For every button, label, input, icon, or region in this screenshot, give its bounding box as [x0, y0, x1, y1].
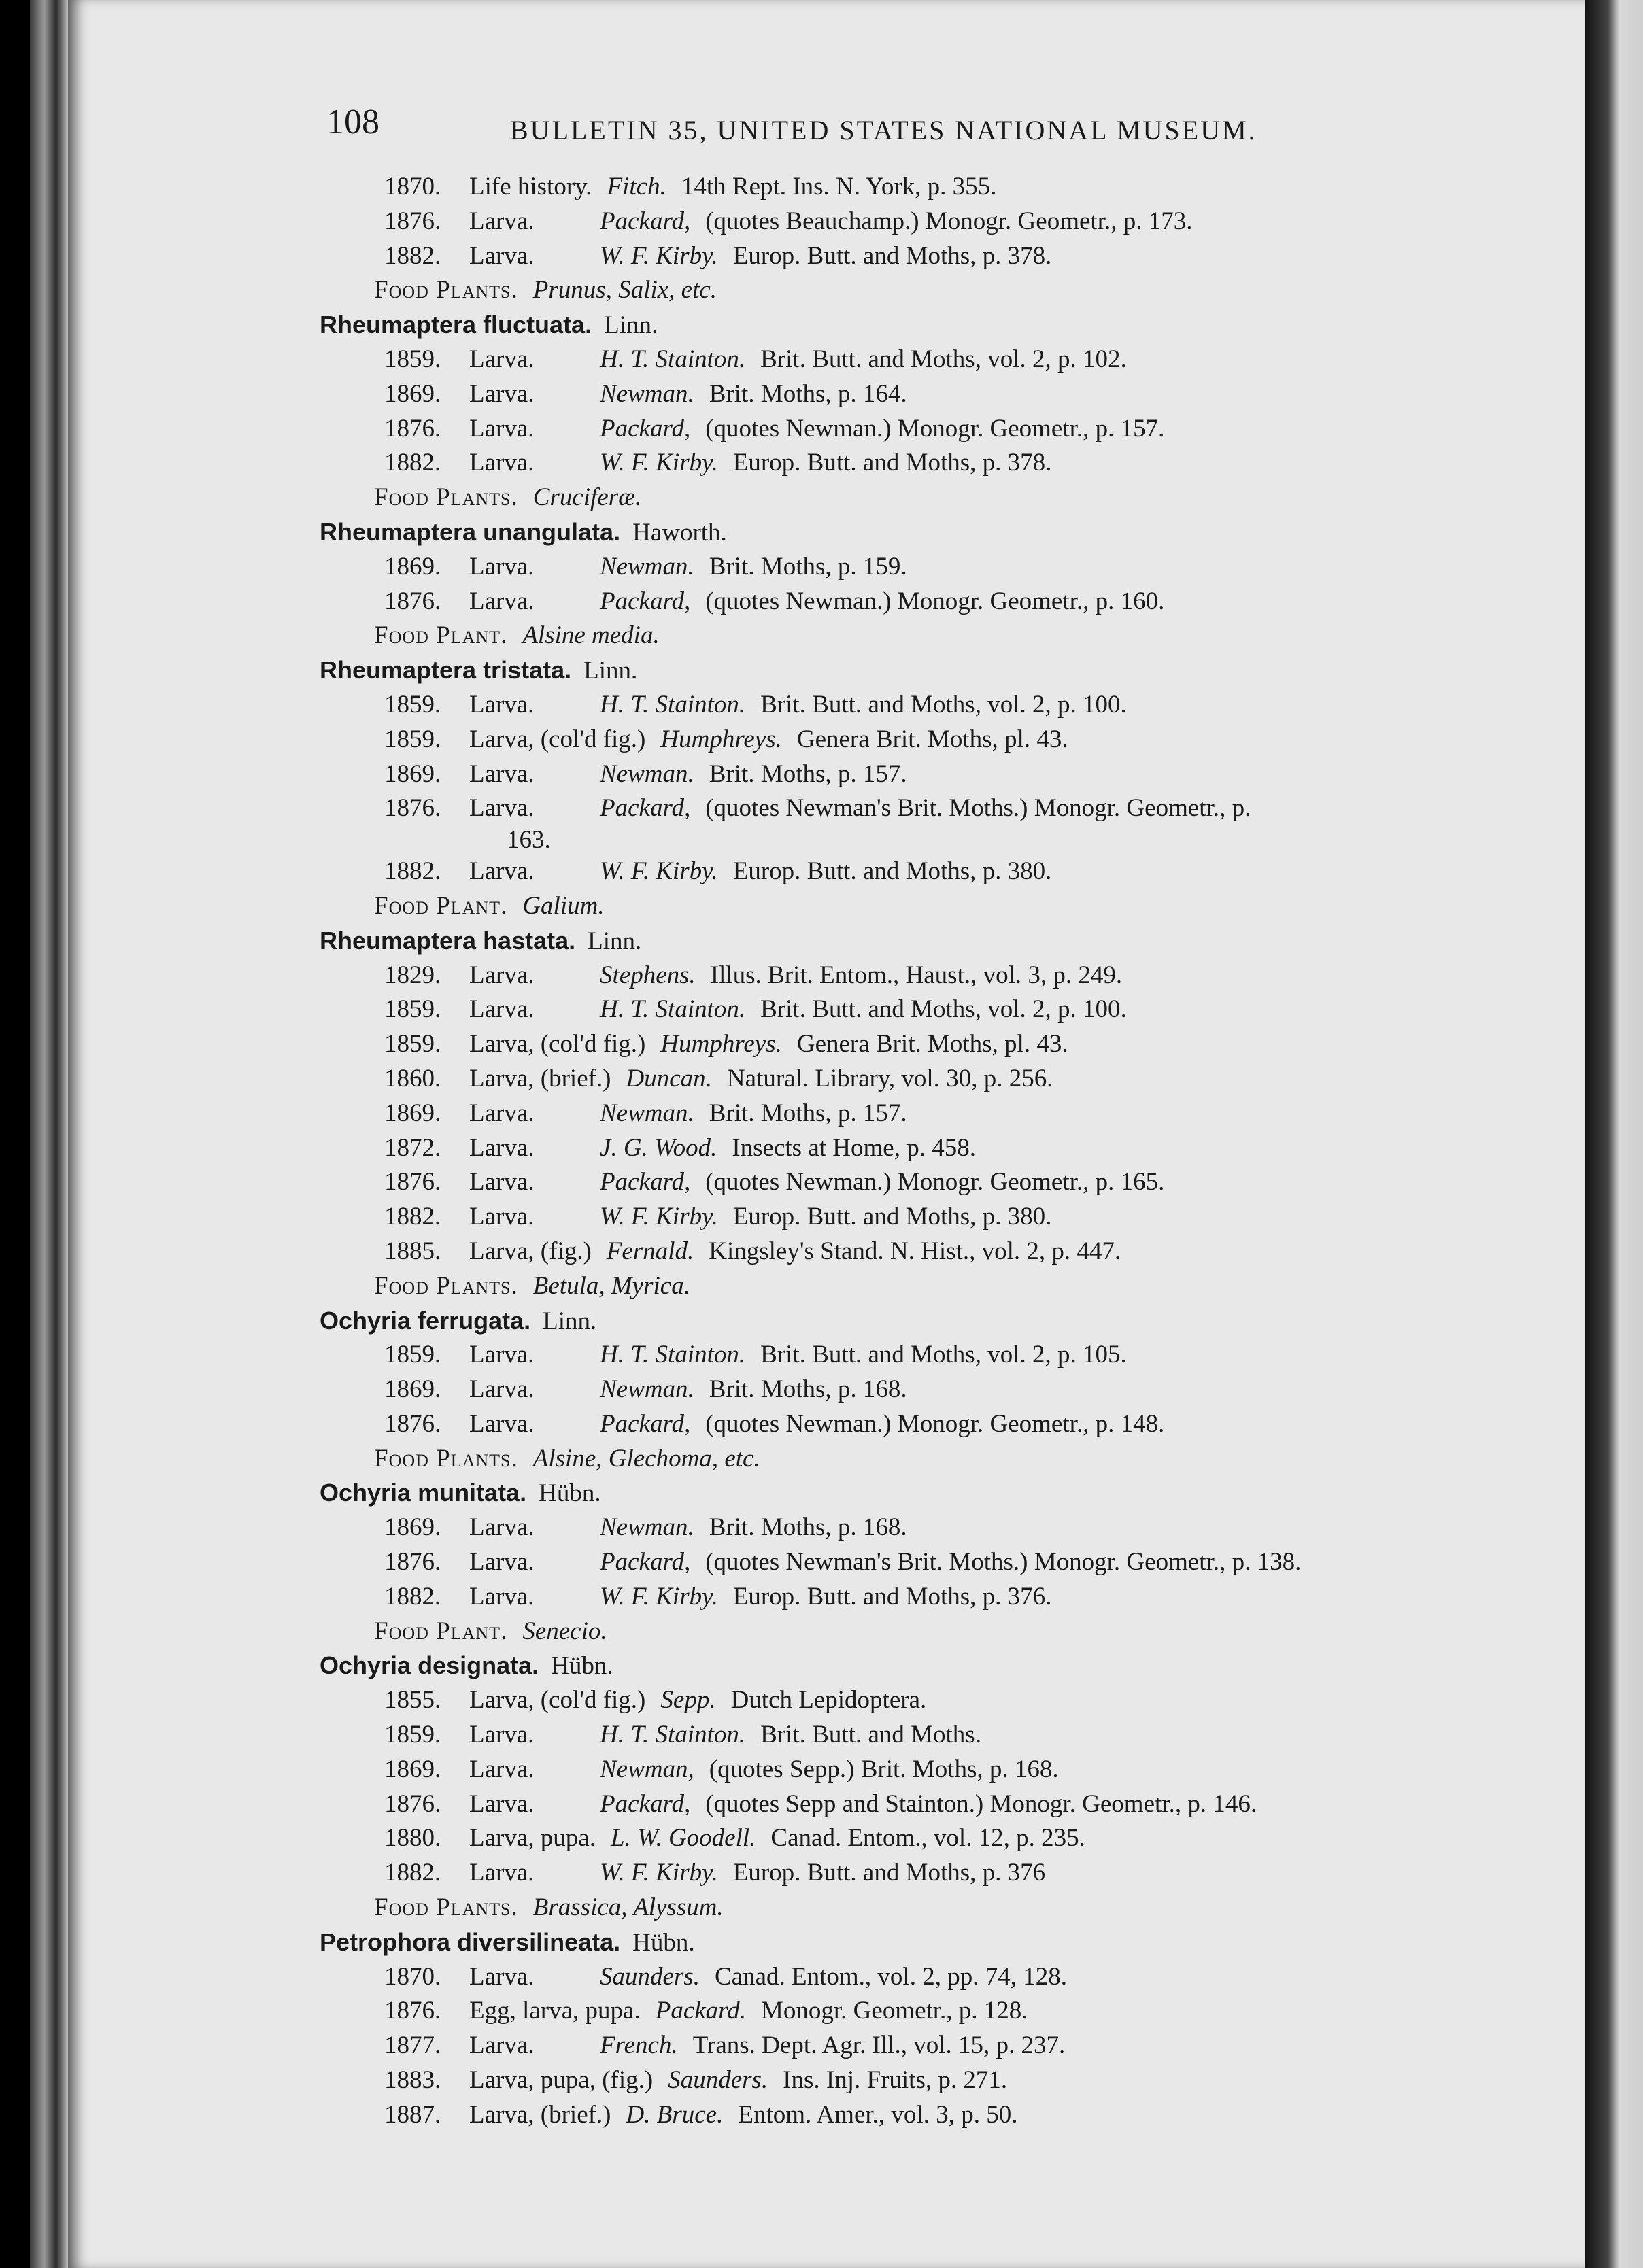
citation-year: 1883.	[384, 2066, 441, 2095]
citation-year: 1869.	[384, 379, 441, 408]
citation-type: Larva.	[469, 2031, 535, 2060]
citation-type: Larva.	[469, 1375, 535, 1404]
species-heading	[299, 515, 1510, 550]
citation-type: Larva.	[469, 345, 535, 373]
citation-author: Packard,	[600, 207, 691, 235]
citation-author: H. T. Stainton.	[600, 1721, 746, 1749]
citation-line	[299, 205, 1510, 239]
citation-year: 1869.	[384, 1513, 441, 1542]
citation-reference: Brit. Moths, p. 157.	[709, 759, 907, 788]
citation-line	[299, 855, 1510, 889]
species-heading	[299, 1649, 1510, 1683]
food-plants-list: Betula, Myrica.	[532, 1271, 690, 1300]
citation-line	[299, 757, 1510, 792]
citation-author: W. F. Kirby.	[600, 449, 718, 477]
citation-line	[299, 1062, 1510, 1097]
food-plants-label: Food Plants.	[374, 483, 518, 512]
citation-author: Newman.	[600, 1099, 694, 1127]
citation-year: 1859.	[384, 345, 441, 373]
citation-type: Larva.	[469, 690, 535, 719]
species-name: Ochyria munitata.	[320, 1479, 527, 1507]
citation-line	[299, 1027, 1510, 1062]
citation-author: Packard,	[600, 1168, 691, 1197]
citation-type: Larva.	[469, 1341, 535, 1369]
citation-reference: Brit. Butt. and Moths, vol. 2, p. 100.	[760, 995, 1127, 1024]
food-plants-label: Food Plant.	[374, 621, 508, 650]
food-plants-label: Food Plant.	[374, 1617, 508, 1645]
citation-continuation	[299, 826, 1510, 855]
food-plants-list: Alsine media.	[522, 621, 660, 650]
citation-line	[299, 1131, 1510, 1166]
citation-type: Egg, larva, pupa.	[469, 1997, 641, 2025]
citation-reference: Brit. Moths, p. 164.	[709, 379, 907, 408]
citation-type: Larva.	[469, 1099, 535, 1127]
citation-reference: Illus. Brit. Entom., Haust., vol. 3, p. 249.	[710, 961, 1123, 989]
citation-reference: Europ. Butt. and Moths, p. 380.	[732, 1203, 1052, 1231]
citation-reference: Trans. Dept. Agr. Ill., vol. 15, p. 237.	[692, 2031, 1066, 2060]
citation-year: 1882.	[384, 449, 441, 477]
citation-line	[299, 1753, 1510, 1787]
citation-reference: (quotes Sepp.) Brit. Moths, p. 168.	[709, 1755, 1059, 1783]
citation-line	[299, 1683, 1510, 1718]
citation-reference: Europ. Butt. and Moths, p. 376	[732, 1859, 1046, 1887]
citation-year: 1869.	[384, 1755, 441, 1783]
citation-line	[299, 1511, 1510, 1545]
citation-type: Larva.	[469, 759, 535, 788]
citation-line	[299, 170, 1510, 205]
citation-author: Newman.	[600, 1375, 694, 1404]
citation-type: Larva, (brief.)	[469, 2100, 611, 2129]
food-plants-line	[299, 619, 1510, 653]
citation-reference: Europ. Butt. and Moths, p. 376.	[732, 1582, 1052, 1611]
citation-type: Larva.	[469, 961, 535, 989]
species-authority: Linn.	[588, 927, 642, 955]
citation-year: 1876.	[384, 1168, 441, 1197]
citation-line	[299, 550, 1510, 585]
citation-reference: Ins. Inj. Fruits, p. 271.	[783, 2066, 1008, 2095]
citation-author: Packard,	[600, 1789, 691, 1818]
adjacent-page-edge	[1585, 0, 1643, 2268]
citation-type: Larva.	[469, 1859, 535, 1887]
citation-reference: Brit. Butt. and Moths, vol. 2, p. 105.	[760, 1341, 1127, 1369]
food-plants-line	[299, 1269, 1510, 1304]
citation-type: Larva.	[469, 1409, 535, 1438]
citation-type: Larva.	[469, 1582, 535, 1611]
bibliography-list	[299, 170, 1510, 2133]
citation-type: Larva, pupa.	[469, 1824, 596, 1853]
citation-year: 1876.	[384, 207, 441, 235]
citation-line	[299, 791, 1510, 826]
citation-line	[299, 1165, 1510, 1200]
species-heading	[299, 1925, 1510, 1960]
citation-type: Larva.	[469, 449, 535, 477]
citation-year: 1869.	[384, 1375, 441, 1404]
citation-author: W. F. Kirby.	[600, 1859, 718, 1887]
citation-author: W. F. Kirby.	[600, 241, 718, 270]
citation-year: 1876.	[384, 794, 441, 823]
citation-year: 1870.	[384, 1962, 441, 1991]
citation-reference: Genera Brit. Moths, pl. 43.	[796, 1030, 1068, 1059]
food-plants-label: Food Plants.	[374, 276, 518, 305]
citation-line	[299, 1373, 1510, 1407]
citation-type: Larva.	[469, 1962, 535, 1991]
citation-type: Larva.	[469, 1168, 535, 1197]
citation-reference: Insects at Home, p. 458.	[732, 1133, 976, 1162]
citation-author: H. T. Stainton.	[600, 690, 746, 719]
citation-reference: (quotes Newman.) Monogr. Geometr., p. 165.	[705, 1168, 1165, 1197]
citation-reference: (quotes Newman.) Monogr. Geometr., p. 160.	[705, 587, 1165, 615]
food-plants-line	[299, 1891, 1510, 1925]
running-head: BULLETIN 35, UNITED STATES NATIONAL MUSEUM.	[510, 115, 1257, 145]
citation-year: 1882.	[384, 1859, 441, 1887]
citation-line	[299, 1856, 1510, 1891]
citation-author: Newman.	[600, 1513, 694, 1542]
citation-author: Packard.	[655, 1997, 746, 2025]
continuation-text: 163.	[507, 826, 551, 855]
citation-author: Packard,	[600, 587, 691, 615]
citation-year: 1855.	[384, 1686, 441, 1715]
citation-author: W. F. Kirby.	[600, 1203, 718, 1231]
citation-author: Newman.	[600, 552, 694, 581]
citation-type: Larva, (col'd fig.)	[469, 725, 646, 753]
food-plants-line	[299, 1615, 1510, 1649]
citation-author: Humphreys.	[660, 725, 782, 753]
food-plants-line	[299, 273, 1510, 308]
citation-reference: Monogr. Geometr., p. 128.	[760, 1997, 1028, 2025]
species-authority: Linn.	[583, 657, 638, 685]
citation-line	[299, 1407, 1510, 1442]
citation-author: Packard,	[600, 1409, 691, 1438]
citation-year: 1872.	[384, 1133, 441, 1162]
citation-author: Saunders.	[600, 1962, 700, 1991]
citation-line	[299, 412, 1510, 447]
citation-year: 1829.	[384, 961, 441, 989]
food-plants-list: Prunus, Salix, etc.	[532, 276, 717, 305]
citation-reference: Genera Brit. Moths, pl. 43.	[796, 725, 1068, 753]
food-plants-label: Food Plants.	[374, 1444, 518, 1473]
food-plants-list: Alsine, Glechoma, etc.	[532, 1444, 760, 1473]
citation-author: Packard,	[600, 794, 691, 823]
citation-author: D. Bruce.	[626, 2100, 724, 2129]
citation-line	[299, 2063, 1510, 2098]
food-plants-list: Senecio.	[522, 1617, 607, 1645]
citation-author: Newman.	[600, 759, 694, 788]
species-heading	[299, 1476, 1510, 1511]
citation-type: Larva, pupa, (fig.)	[469, 2066, 654, 2095]
page-number: 108	[326, 103, 379, 141]
species-authority: Hübn.	[632, 1928, 695, 1957]
citation-reference: Entom. Amer., vol. 3, p. 50.	[738, 2100, 1018, 2129]
citation-line	[299, 585, 1510, 619]
citation-reference: 14th Rept. Ins. N. York, p. 355.	[681, 173, 997, 201]
citation-year: 1859.	[384, 1341, 441, 1369]
citation-year: 1876.	[384, 1548, 441, 1577]
scanned-page	[68, 0, 1585, 2268]
species-authority: Haworth.	[632, 518, 727, 547]
citation-reference: Canad. Entom., vol. 12, p. 235.	[770, 1824, 1085, 1853]
citation-reference: Canad. Entom., vol. 2, pp. 74, 128.	[714, 1962, 1067, 1991]
citation-reference: Europ. Butt. and Moths, p. 380.	[732, 857, 1052, 886]
citation-type: Larva, (fig.)	[469, 1237, 592, 1265]
species-name: Rheumaptera unangulata.	[320, 517, 621, 546]
citation-author: W. F. Kirby.	[600, 1582, 718, 1611]
citation-author: Newman.	[600, 379, 694, 408]
citation-author: H. T. Stainton.	[600, 1341, 746, 1369]
citation-reference: Natural. Library, vol. 30, p. 256.	[726, 1064, 1053, 1093]
citation-author: H. T. Stainton.	[600, 345, 746, 373]
species-authority: Hübn.	[539, 1479, 601, 1508]
food-plants-list: Cruciferæ.	[532, 483, 642, 512]
citation-type: Larva.	[469, 794, 535, 823]
citation-author: Packard,	[600, 414, 691, 443]
citation-line	[299, 1580, 1510, 1615]
citation-line	[299, 723, 1510, 757]
species-heading	[299, 308, 1510, 343]
citation-type: Larva.	[469, 241, 535, 270]
citation-year: 1859.	[384, 690, 441, 719]
citation-line	[299, 446, 1510, 481]
citation-line	[299, 1821, 1510, 1856]
species-heading	[299, 924, 1510, 959]
citation-line	[299, 1097, 1510, 1131]
citation-year: 1860.	[384, 1064, 441, 1093]
citation-type: Larva, (col'd fig.)	[469, 1686, 646, 1715]
citation-type: Larva.	[469, 857, 535, 886]
citation-type: Larva.	[469, 1548, 535, 1577]
citation-author: L. W. Goodell.	[610, 1824, 756, 1853]
food-plants-label: Food Plants.	[374, 1271, 518, 1300]
citation-year: 1876.	[384, 1789, 441, 1818]
citation-reference: (quotes Sepp and Stainton.) Monogr. Geometr., p. 146.	[705, 1789, 1257, 1818]
citation-type: Larva.	[469, 379, 535, 408]
citation-line	[299, 1545, 1510, 1580]
citation-reference: Europ. Butt. and Moths, p. 378.	[732, 241, 1052, 270]
citation-year: 1859.	[384, 1721, 441, 1749]
citation-year: 1859.	[384, 725, 441, 753]
citation-line	[299, 2029, 1510, 2063]
citation-year: 1882.	[384, 241, 441, 270]
citation-author: Newman,	[600, 1755, 694, 1783]
species-name: Rheumaptera fluctuata.	[320, 311, 592, 339]
species-name: Rheumaptera tristata.	[320, 656, 572, 685]
citation-reference: Europ. Butt. and Moths, p. 378.	[732, 449, 1052, 477]
citation-type: Larva, (col'd fig.)	[469, 1030, 646, 1059]
citation-line	[299, 688, 1510, 723]
species-name: Petrophora diversilineata.	[320, 1927, 621, 1956]
citation-author: Fernald.	[606, 1237, 694, 1265]
citation-type: Larva.	[469, 1755, 535, 1783]
citation-line	[299, 377, 1510, 412]
citation-type: Larva.	[469, 587, 535, 615]
citation-type: Larva.	[469, 1721, 535, 1749]
citation-reference: (quotes Newman's Brit. Moths.) Monogr. Geometr., p.	[705, 794, 1251, 823]
citation-line	[299, 1338, 1510, 1373]
citation-year: 1876.	[384, 414, 441, 443]
citation-reference: (quotes Newman.) Monogr. Geometr., p. 148.	[705, 1409, 1165, 1438]
citation-reference: Dutch Lepidoptera.	[730, 1686, 927, 1715]
citation-author: Saunders.	[668, 2066, 768, 2095]
citation-year: 1859.	[384, 995, 441, 1024]
citation-reference: (quotes Newman.) Monogr. Geometr., p. 157.	[705, 414, 1165, 443]
citation-year: 1869.	[384, 1099, 441, 1127]
citation-line	[299, 343, 1510, 377]
citation-year: 1885.	[384, 1237, 441, 1265]
species-name: Rheumaptera hastata.	[320, 926, 576, 955]
citation-type: Larva.	[469, 552, 535, 581]
citation-author: Duncan.	[626, 1064, 712, 1093]
citation-reference: Brit. Butt. and Moths, vol. 2, p. 100.	[760, 690, 1127, 719]
food-plants-list: Brassica, Alyssum.	[532, 1893, 724, 1922]
species-name: Ochyria designata.	[320, 1651, 539, 1680]
citation-reference: (quotes Beauchamp.) Monogr. Geometr., p. 173.	[705, 207, 1193, 235]
citation-author: J. G. Wood.	[600, 1133, 717, 1162]
citation-year: 1876.	[384, 587, 441, 615]
citation-author: Sepp.	[660, 1686, 716, 1715]
food-plants-list: Galium.	[522, 891, 605, 920]
citation-type: Larva.	[469, 1789, 535, 1818]
species-authority: Linn.	[604, 311, 658, 340]
citation-year: 1870.	[384, 173, 441, 201]
species-heading	[299, 653, 1510, 688]
citation-type: Larva.	[469, 1203, 535, 1231]
citation-year: 1880.	[384, 1824, 441, 1853]
citation-reference: Brit. Moths, p. 157.	[709, 1099, 907, 1127]
citation-author: W. F. Kirby.	[600, 857, 718, 886]
citation-reference: Brit. Butt. and Moths, vol. 2, p. 102.	[760, 345, 1127, 373]
citation-year: 1882.	[384, 1203, 441, 1231]
citation-year: 1876.	[384, 1997, 441, 2025]
citation-year: 1869.	[384, 759, 441, 788]
citation-line	[299, 2098, 1510, 2133]
citation-author: Stephens.	[600, 961, 696, 989]
citation-year: 1882.	[384, 857, 441, 886]
citation-line	[299, 239, 1510, 274]
citation-reference: (quotes Newman's Brit. Moths.) Monogr. Geometr., p. 138.	[705, 1548, 1302, 1577]
food-plants-label: Food Plant.	[374, 891, 508, 920]
citation-author: Packard,	[600, 1548, 691, 1577]
food-plants-line	[299, 889, 1510, 924]
citation-reference: Brit. Moths, p. 159.	[709, 552, 907, 581]
citation-type: Larva.	[469, 414, 535, 443]
citation-year: 1859.	[384, 1030, 441, 1059]
citation-author: French.	[600, 2031, 678, 2060]
citation-type: Larva.	[469, 1513, 535, 1542]
citation-year: 1877.	[384, 2031, 441, 2060]
citation-reference: Brit. Moths, p. 168.	[709, 1513, 907, 1542]
citation-author: H. T. Stainton.	[600, 995, 746, 1024]
citation-year: 1869.	[384, 552, 441, 581]
citation-type: Larva.	[469, 995, 535, 1024]
citation-year: 1882.	[384, 1582, 441, 1611]
citation-type: Larva.	[469, 207, 535, 235]
citation-line	[299, 993, 1510, 1027]
citation-reference: Brit. Moths, p. 168.	[709, 1375, 907, 1404]
species-authority: Hübn.	[551, 1652, 613, 1681]
citation-line	[299, 1787, 1510, 1822]
citation-line	[299, 1994, 1510, 2029]
citation-author: Humphreys.	[660, 1030, 782, 1059]
food-plants-label: Food Plants.	[374, 1893, 518, 1922]
citation-year: 1887.	[384, 2100, 441, 2129]
citation-line	[299, 1200, 1510, 1235]
food-plants-line	[299, 1442, 1510, 1477]
citation-line	[299, 1960, 1510, 1995]
citation-line	[299, 1718, 1510, 1753]
page-header	[326, 102, 1360, 156]
citation-reference: Brit. Butt. and Moths.	[760, 1721, 981, 1749]
species-name: Ochyria ferrugata.	[320, 1306, 531, 1335]
species-heading	[299, 1304, 1510, 1339]
citation-type: Larva, (brief.)	[469, 1064, 611, 1093]
citation-author: Fitch.	[607, 173, 666, 201]
citation-line	[299, 959, 1510, 993]
food-plants-line	[299, 481, 1510, 515]
citation-type: Life history.	[469, 173, 592, 201]
species-authority: Linn.	[543, 1307, 597, 1335]
citation-year: 1876.	[384, 1409, 441, 1438]
citation-type: Larva.	[469, 1133, 535, 1162]
citation-reference: Kingsley's Stand. N. Hist., vol. 2, p. 447.	[709, 1237, 1121, 1265]
citation-line	[299, 1235, 1510, 1269]
